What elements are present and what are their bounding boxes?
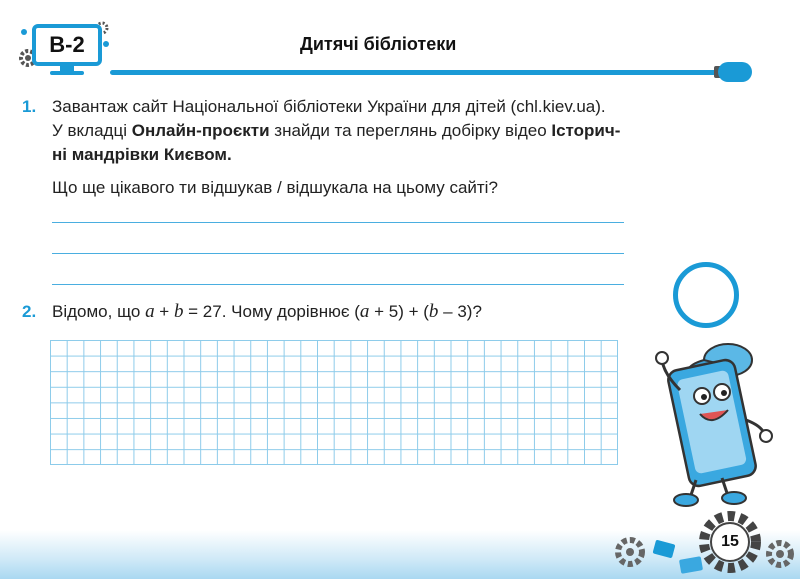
page-number-badge [698,510,762,574]
page-number: 15 [710,522,750,562]
task-text-part: Відомо, що [52,302,146,321]
task-text [52,300,612,324]
task-text-part: + [154,302,174,321]
task-text-part: знайди та переглянь добірку відео [269,121,552,140]
bold-term: Історич- [551,121,621,140]
variable-b: b [173,301,184,322]
task-text-part: У вкладці [52,121,132,140]
answer-grid[interactable] [50,340,618,465]
header-line [110,70,730,75]
bold-term: Онлайн-проєкти [131,121,270,140]
mark-circle [673,262,739,328]
task-number: 2. [22,302,37,321]
answer-line[interactable] [52,253,624,254]
task-text-part: + 5) + ( [369,302,429,321]
answer-line[interactable] [52,222,624,223]
lesson-code: В-2 [49,32,85,57]
header-badge [14,14,110,74]
smartphone-mascot-icon [650,330,780,510]
variable-a: a [145,301,155,322]
question: Що ще цікавого ти відшукав / відшукала на цьому сайті? [52,178,498,197]
task-text-line: Завантаж сайт Національної бібліотеки України для дітей (chl.kiev.ua). [52,97,606,116]
answer-line[interactable] [52,284,624,285]
variable-b: b [428,301,439,322]
page-title: Дитячі бібліотеки [300,34,457,54]
task-text [52,95,772,167]
variable-a: a [359,301,370,322]
bold-term: ні мандрівки Києвом. [52,145,232,164]
task-number: 1. [22,97,37,116]
monitor-base [50,71,84,75]
task-text-part: – 3)? [438,302,482,321]
plug-icon [718,62,752,82]
task-text-part: = 27. Чому дорівнює ( [183,302,360,321]
monitor-icon [32,24,102,66]
gear-icon [760,534,800,574]
